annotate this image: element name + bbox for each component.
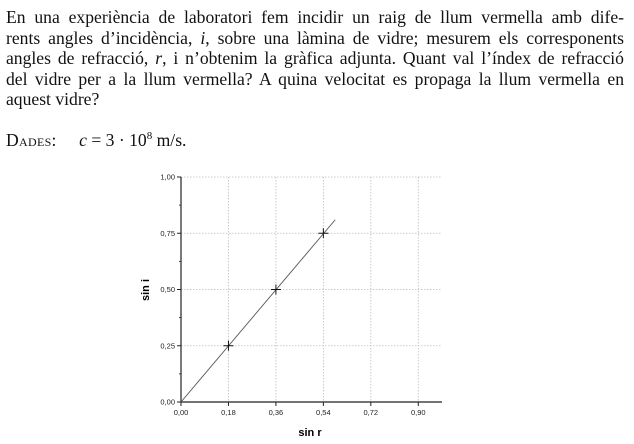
x-tick-label: 0,18 <box>221 408 236 417</box>
fit-line <box>181 220 335 402</box>
x-tick-label: 0,90 <box>410 408 426 417</box>
problem-line-5: aquest vidre? <box>6 89 100 109</box>
speed-of-light-unit: m/s. <box>152 130 187 150</box>
variable-r: r <box>155 48 163 68</box>
y-axis-label: sin i <box>140 278 152 302</box>
variable-i: i <box>200 27 206 48</box>
speed-of-light-symbol: c <box>79 130 87 150</box>
y-tick-label: 1,00 <box>160 172 175 182</box>
problem-line-4: del vidre per a la llum vermella? A quina velocitat es propaga la llum vermella en <box>6 68 624 89</box>
y-tick-label: 0,50 <box>160 285 175 294</box>
given-data-label: Dades: <box>6 130 57 150</box>
x-tick-label: 0,72 <box>363 408 379 417</box>
chart-fit-line <box>181 220 335 402</box>
y-tick-label: 0,25 <box>160 341 175 351</box>
chart-grid <box>181 177 442 402</box>
x-tick-label: 0,00 <box>173 408 189 417</box>
speed-of-light-value: = 3 · 10 <box>86 130 147 150</box>
problem-line-3-text: angles de refracció, r, i n’obtenim la gràfica adjunta. Quant val l’índex de refracció <box>6 48 624 68</box>
chart-ticks <box>160 173 425 418</box>
x-tick-label: 0,36 <box>268 408 284 417</box>
speed-of-light-exponent: 8 <box>146 130 153 143</box>
x-tick-label: 0,54 <box>316 408 331 417</box>
x-axis-label: sin r <box>298 427 322 439</box>
y-tick-label: 0,00 <box>160 397 175 407</box>
problem-line-1: En una experiència de laboratori fem incidir un raig de llum vermella amb dife- <box>6 7 624 27</box>
y-tick-label: 0,75 <box>160 228 175 238</box>
problem-line-2-text: rents angles d’incidència, i, sobre una làmina de vidre; mesurem els corresponents <box>6 27 624 48</box>
